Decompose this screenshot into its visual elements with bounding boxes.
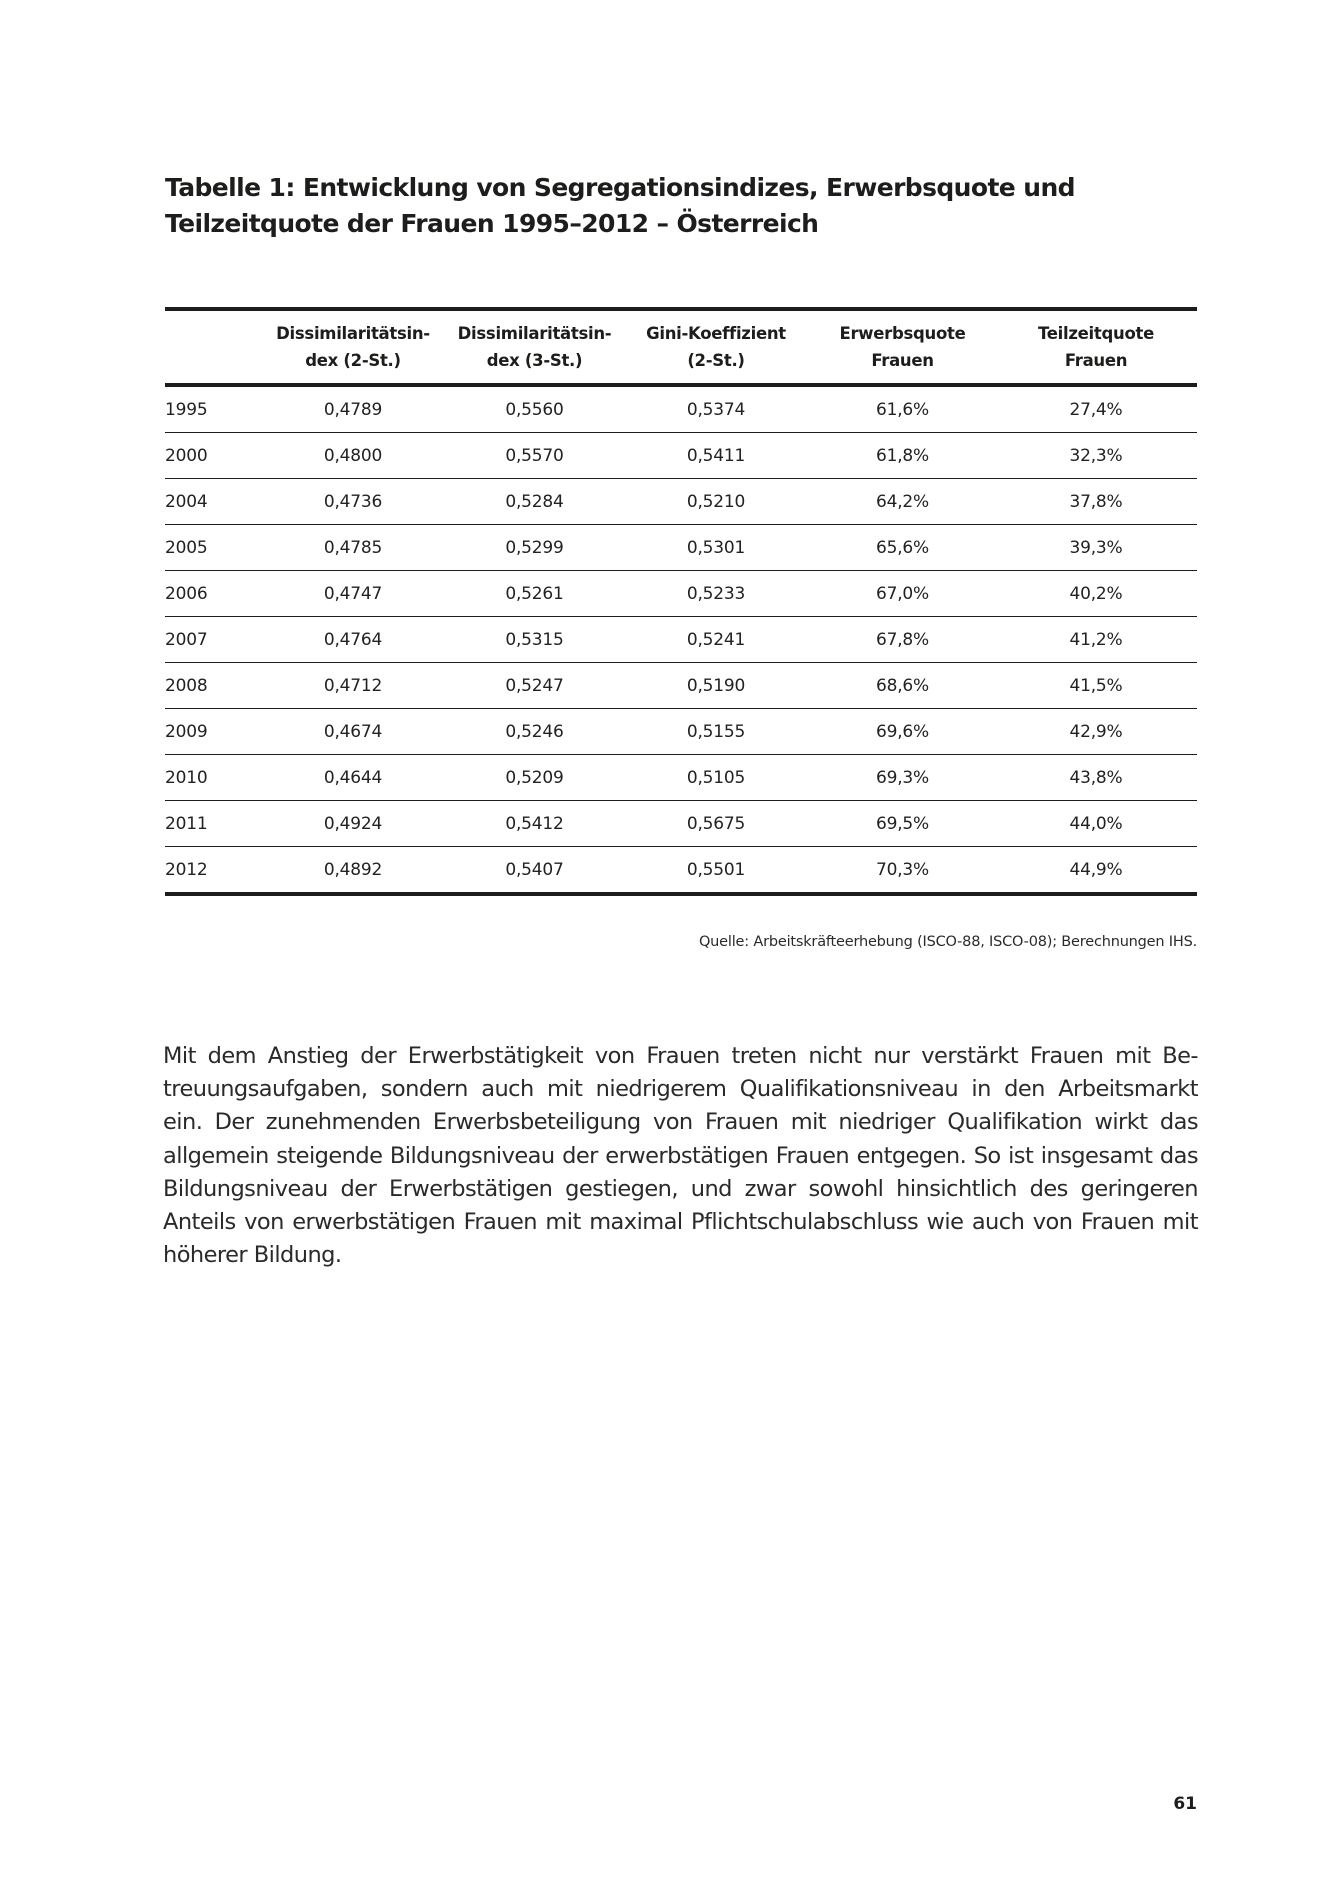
table-body <box>165 385 1197 894</box>
header-cell-line: dex (2-St.) <box>305 350 401 370</box>
year-cell: 2012 <box>165 859 208 880</box>
year-cell: 2011 <box>165 813 208 834</box>
value-cell: 41,5% <box>1069 675 1123 696</box>
value-cell: 0,4789 <box>323 399 383 420</box>
value-cell: 0,5246 <box>505 721 564 742</box>
table-row <box>165 433 1197 479</box>
value-cell: 0,4712 <box>323 675 383 696</box>
table-title-line: Tabelle 1: Entwicklung von Segregationsindizes, Erwerbsquote und <box>165 173 1075 202</box>
table-row <box>165 525 1197 571</box>
header-cell <box>622 309 810 385</box>
header-cell <box>995 309 1197 385</box>
value-cell: 69,3% <box>875 767 929 788</box>
value-cell: 41,2% <box>1069 629 1123 650</box>
segregation-table <box>165 307 1197 896</box>
year-cell: 2010 <box>165 767 208 788</box>
value-cell: 0,5210 <box>686 491 746 512</box>
header-cell <box>447 309 622 385</box>
value-cell: 0,5155 <box>686 721 746 742</box>
year-cell: 2006 <box>165 583 208 604</box>
value-cell: 0,4674 <box>323 721 383 742</box>
value-cell: 0,5374 <box>686 399 746 420</box>
value-cell: 0,5675 <box>686 813 746 834</box>
value-cell: 61,6% <box>875 399 929 420</box>
value-cell: 0,4785 <box>323 537 383 558</box>
value-cell: 0,5407 <box>505 859 564 880</box>
value-cell: 68,6% <box>875 675 929 696</box>
year-cell: 2005 <box>165 537 208 558</box>
table-source-note: Quelle: Arbeitskräfteerhebung (ISCO-88, ISCO-08); Berechnungen IHS. <box>698 934 1197 950</box>
value-cell: 0,5209 <box>505 767 564 788</box>
paragraph-line: Mit dem Anstieg der Erwerbstätigkeit von Frauen treten nicht nur verstärkt Frauen mit Be- <box>163 1043 1198 1069</box>
value-cell: 42,9% <box>1069 721 1123 742</box>
header-cell-line: Dissimilaritätsin- <box>276 323 430 343</box>
value-cell: 0,4892 <box>323 859 383 880</box>
value-cell: 0,5560 <box>505 399 564 420</box>
table-row <box>165 479 1197 525</box>
value-cell: 0,4800 <box>323 445 383 466</box>
header-cell <box>259 309 447 385</box>
value-cell: 0,5261 <box>505 583 564 604</box>
paragraph-line: allgemein steigende Bildungsniveau der erwerbstätigen Frauen entgegen. So ist insgesamt das <box>163 1142 1198 1169</box>
year-cell: 2007 <box>165 629 208 650</box>
value-cell: 0,5105 <box>686 767 746 788</box>
value-cell: 0,4736 <box>323 491 383 512</box>
header-cell <box>810 309 995 385</box>
value-cell: 70,3% <box>875 859 929 880</box>
year-cell: 2008 <box>165 675 208 696</box>
value-cell: 65,6% <box>875 537 929 558</box>
value-cell: 0,4924 <box>323 813 383 834</box>
header-cell-year <box>165 309 259 385</box>
year-cell: 2009 <box>165 721 208 742</box>
value-cell: 0,5570 <box>505 445 564 466</box>
value-cell: 32,3% <box>1069 445 1123 466</box>
header-cell-line: Frauen <box>1064 350 1128 370</box>
value-cell: 61,8% <box>875 445 929 466</box>
paragraph-line: höherer Bildung. <box>163 1242 342 1269</box>
value-cell: 40,2% <box>1069 583 1123 604</box>
value-cell: 37,8% <box>1069 491 1123 512</box>
header-cell-line: (2-St.) <box>687 350 745 370</box>
paragraph-line: treuungsaufgaben, sondern auch mit niedrigerem Qualifikationsniveau in den Arbeitsmarkt <box>163 1076 1198 1103</box>
value-cell: 0,5299 <box>505 537 564 558</box>
value-cell: 0,5301 <box>686 537 746 558</box>
header-cell-line: dex (3-St.) <box>486 350 583 370</box>
table-row <box>165 617 1197 663</box>
header-cell-line: Teilzeitquote <box>1038 323 1154 343</box>
body-paragraph <box>163 1040 1198 1272</box>
value-cell: 69,6% <box>875 721 929 742</box>
paragraph-line: Anteils von erwerbstätigen Frauen mit maximal Pflichtschulabschluss wie auch von Frauen mit <box>163 1209 1198 1236</box>
header-cell-line: Dissimilaritätsin- <box>457 323 612 343</box>
header-cell-line: Frauen <box>871 350 934 370</box>
value-cell: 44,9% <box>1069 859 1123 880</box>
value-cell: 44,0% <box>1069 813 1123 834</box>
value-cell: 69,5% <box>875 813 929 834</box>
table-title-line: Teilzeitquote der Frauen 1995–2012 – Österreich <box>165 209 819 238</box>
value-cell: 0,5315 <box>505 629 564 650</box>
value-cell: 67,8% <box>875 629 929 650</box>
value-cell: 0,5412 <box>505 813 564 834</box>
table-row <box>165 663 1197 709</box>
header-cell-line: Erwerbsquote <box>839 323 966 343</box>
page-number: 61 <box>1173 1794 1197 1814</box>
table-title <box>165 170 1205 242</box>
value-cell: 0,4747 <box>323 583 383 604</box>
table-row <box>165 385 1197 433</box>
year-cell: 2004 <box>165 491 208 512</box>
value-cell: 27,4% <box>1069 399 1123 420</box>
table-row <box>165 571 1197 617</box>
value-cell: 0,5411 <box>686 445 746 466</box>
table-row <box>165 801 1197 847</box>
value-cell: 0,5190 <box>686 675 746 696</box>
value-cell: 0,5241 <box>686 629 746 650</box>
value-cell: 0,4764 <box>323 629 383 650</box>
year-cell: 1995 <box>165 399 208 420</box>
table-row <box>165 847 1197 895</box>
value-cell: 67,0% <box>875 583 929 604</box>
value-cell: 43,8% <box>1069 767 1123 788</box>
year-cell: 2000 <box>165 445 208 466</box>
header-row <box>165 309 1197 385</box>
header-cell-line: Gini-Koeffizient <box>646 323 786 343</box>
paragraph-line: ein. Der zunehmenden Erwerbsbeteiligung von Frauen mit niedriger Qualifikation wirkt das <box>163 1109 1198 1136</box>
value-cell: 0,4644 <box>323 767 383 788</box>
value-cell: 0,5284 <box>505 491 564 512</box>
table-header <box>165 309 1197 385</box>
table-row <box>165 755 1197 801</box>
value-cell: 39,3% <box>1069 537 1123 558</box>
value-cell: 64,2% <box>875 491 929 512</box>
value-cell: 0,5501 <box>686 859 746 880</box>
paragraph-line: Bildungsniveau der Erwerbstätigen gestiegen, und zwar sowohl hinsichtlich des geringeren <box>163 1175 1198 1202</box>
table-row <box>165 709 1197 755</box>
value-cell: 0,5247 <box>505 675 564 696</box>
value-cell: 0,5233 <box>686 583 746 604</box>
